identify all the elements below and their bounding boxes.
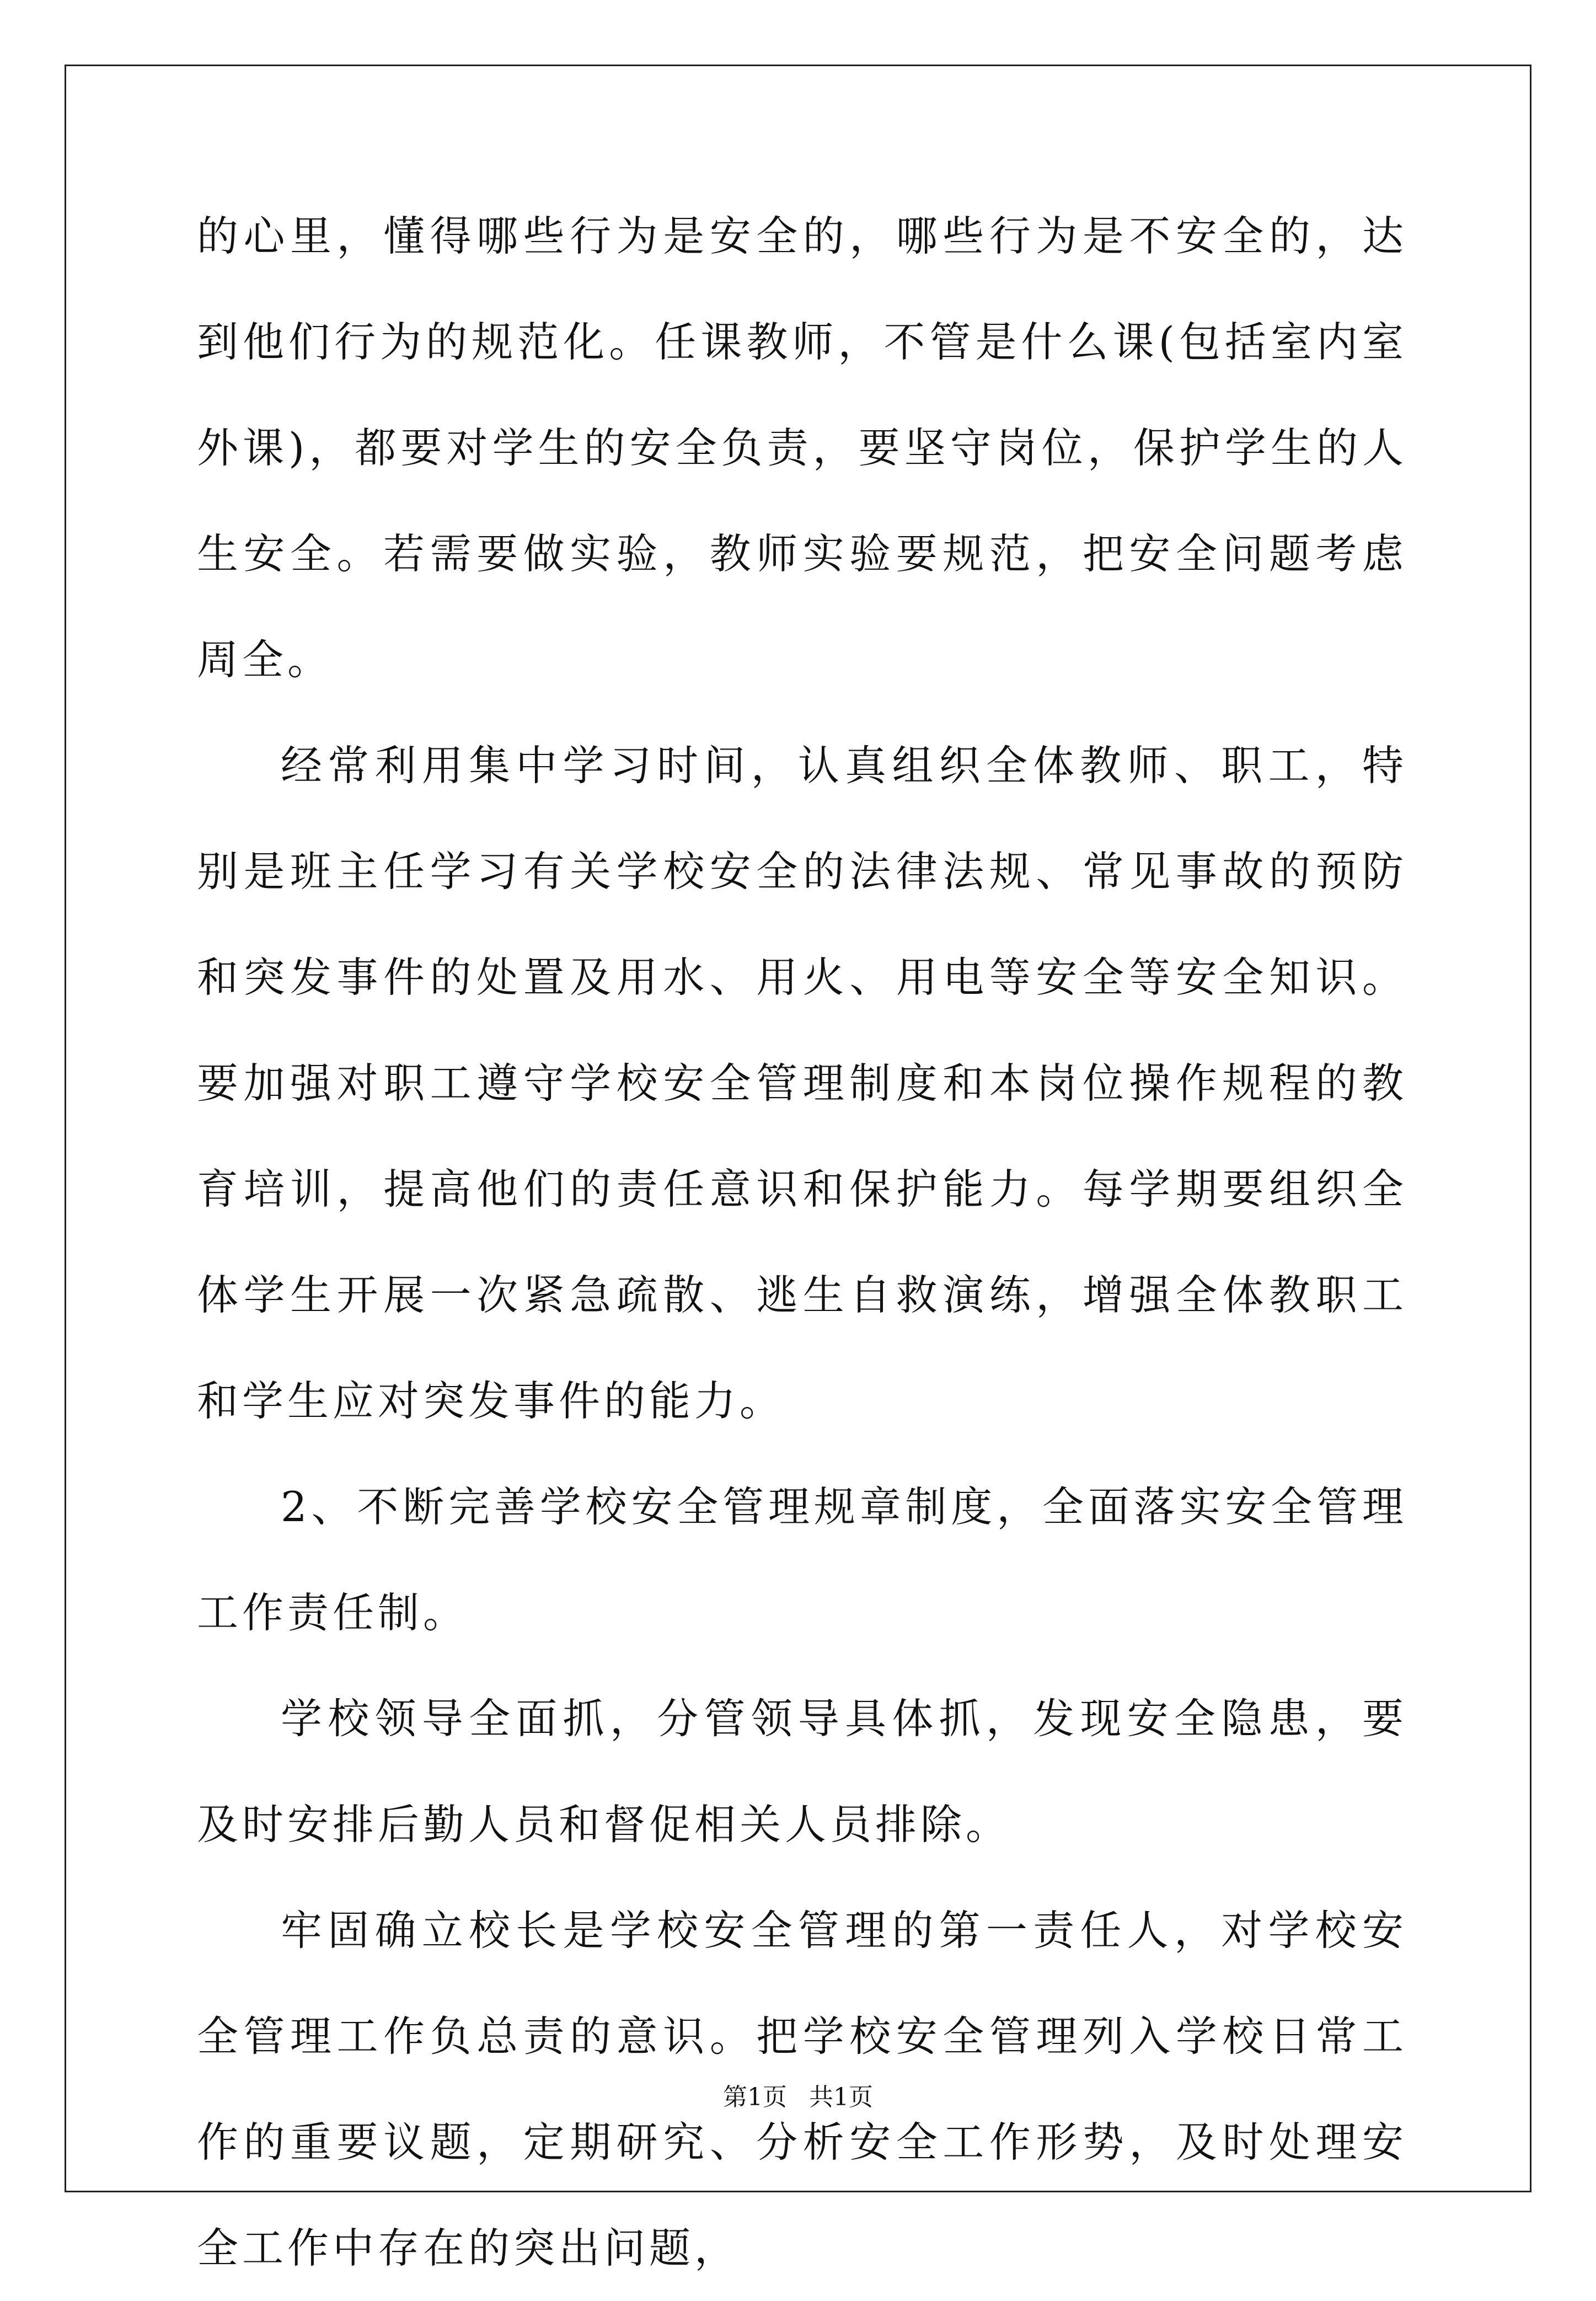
document-body — [197, 183, 1407, 2301]
paragraph-5: 牢固确立校长是学校安全管理的第一责任人，对学校安全管理工作负总责的意识。把学校安全管理列入学校日常工作的重要议题，定期研究、分析安全工作形势，及时处理安全工作中存在的突出问题， — [197, 1906, 1407, 2272]
paragraph-4: 学校领导全面抓，分管领导具体抓，发现安全隐患，要及时安排后勤人员和督促相关人员排除。 — [197, 1694, 1407, 1849]
page-total: 共1页 — [809, 2083, 873, 2111]
page-footer — [0, 2081, 1596, 2114]
paragraph-3: 2、不断完善学校安全管理规章制度，全面落实安全管理工作责任制。 — [197, 1483, 1407, 1637]
paragraph-1: 的心里，懂得哪些行为是安全的，哪些行为是不安全的，达到他们行为的规范化。任课教师，不管是什么课(包括室内室外课)，都要对学生的安全负责，要坚守岗位，保护学生的人生安全。若需要做实验，教师实验要规范，把安全问题考虑周全。 — [197, 212, 1407, 684]
page-number: 第1页 — [723, 2083, 787, 2111]
paragraph-2: 经常利用集中学习时间，认真组织全体教师、职工，特别是班主任学习有关学校安全的法律法规、常见事故的预防和突发事件的处置及用水、用火、用电等安全等安全知识。要加强对职工遵守学校安全管理制度和本岗位操作规程的教育培训，提高他们的责任意识和保护能力。每学期要组织全体学生开展一次紧急疏散、逃生自救演练，增强全体教职工和学生应对突发事件的能力。 — [197, 741, 1407, 1425]
